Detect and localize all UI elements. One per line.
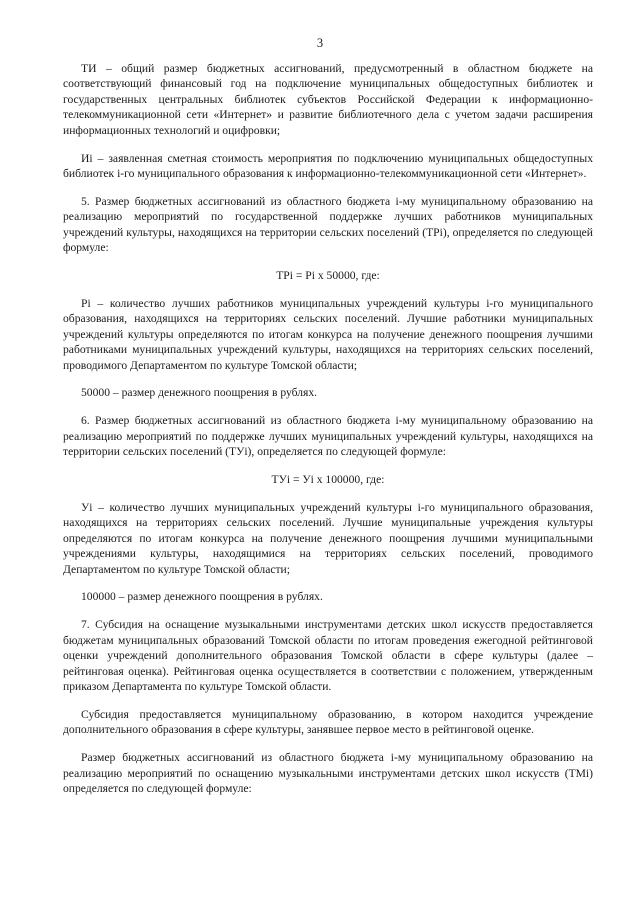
formula-line: ТУi = Уi х 100000, где: (271, 473, 385, 487)
paragraph: 5. Размер бюджетных ассигнований из областного бюджета i-му муниципальному образованию на реализацию мероприятий по государственной поддержке лучших работников муниципальных учреждений культуры, находящихся на территории сельских поселений (ТРi), определяется по следующей формуле: (63, 194, 593, 255)
definition-line: 50000 – размер денежного поощрения в рублях. (81, 386, 318, 400)
paragraph: Размер бюджетных ассигнований из областного бюджета i-му муниципальному образованию на реализацию мероприятий по оснащению музыкальными инструментами детских школ искусств (ТМi) определяется по следующей формуле: (63, 751, 593, 796)
paragraph: 6. Размер бюджетных ассигнований из областного бюджета i-му муниципальному образованию на реализацию мероприятий по поддержке лучших муниципальных учреждений культуры, находящихся на территории сельских поселений (ТУi), определяется по следующей формуле: (63, 414, 593, 459)
page-content (63, 61, 593, 809)
paragraph: 7. Субсидия на оснащение музыкальными инструментами детских школ искусств предоставляется бюджетам муниципальных образований Томской области по итогам проведения ежегодной рейтинговой оценки учреждений дополнительного образования Томской области в сфере культуры (далее – рейтинговая оценка). Рейтинговая оценка осуществляется в соответствии с положением, утвержденным приказом Департамента по культуре Томской области. (63, 618, 593, 693)
paragraph: Иi – заявленная сметная стоимость мероприятия по подключению муниципальных общедоступных библиотек i-го муниципального образования к информационно-телекоммуникационной сети «Интернет». (63, 151, 593, 180)
paragraph: Уi – количество лучших муниципальных учреждений культуры i-го муниципального образования, находящихся на территориях сельских поселений. Лучшие муниципальные учреждения культуры определяются по итогам конкурса на получение денежного поощрения лучшими муниципальными учреждениями культуры, находящимися на территориях сельских поселений, проводимого Департаментом по культуре Томской области; (63, 500, 593, 576)
paragraph: ТИ – общий размер бюджетных ассигнований, предусмотренный в областном бюджете на соответствующий финансовый год на подключение муниципальных общедоступных библиотек и государственных центральных библиотек субъектов Российской Федерации к информационно-телекоммуникационной сети «Интернет» и развитие библиотечного дела с учетом задачи расширения информационных технологий и оцифровки; (63, 62, 593, 137)
paragraph: Рi – количество лучших работников муниципальных учреждений культуры i-го муниципального образования, находящихся на территориях сельских поселений. Лучшие работники муниципальных учреждений культуры определяются по итогам конкурса на получение денежного поощрения лучшими работниками муниципальных учреждений культуры, находящихся на территориях сельских поселений, проводимого Департаментом по культуре Томской области; (63, 296, 593, 372)
paragraph: Субсидия предоставляется муниципальному образованию, в котором находится учреждение дополнительного образования в сфере культуры, занявшее первое место в рейтинговой оценке. (63, 707, 593, 737)
formula-line: ТРi = Рi х 50000, где: (276, 268, 380, 282)
page-number: 3 (316, 36, 324, 50)
definition-line: 100000 – размер денежного поощрения в рублях. (81, 590, 323, 604)
